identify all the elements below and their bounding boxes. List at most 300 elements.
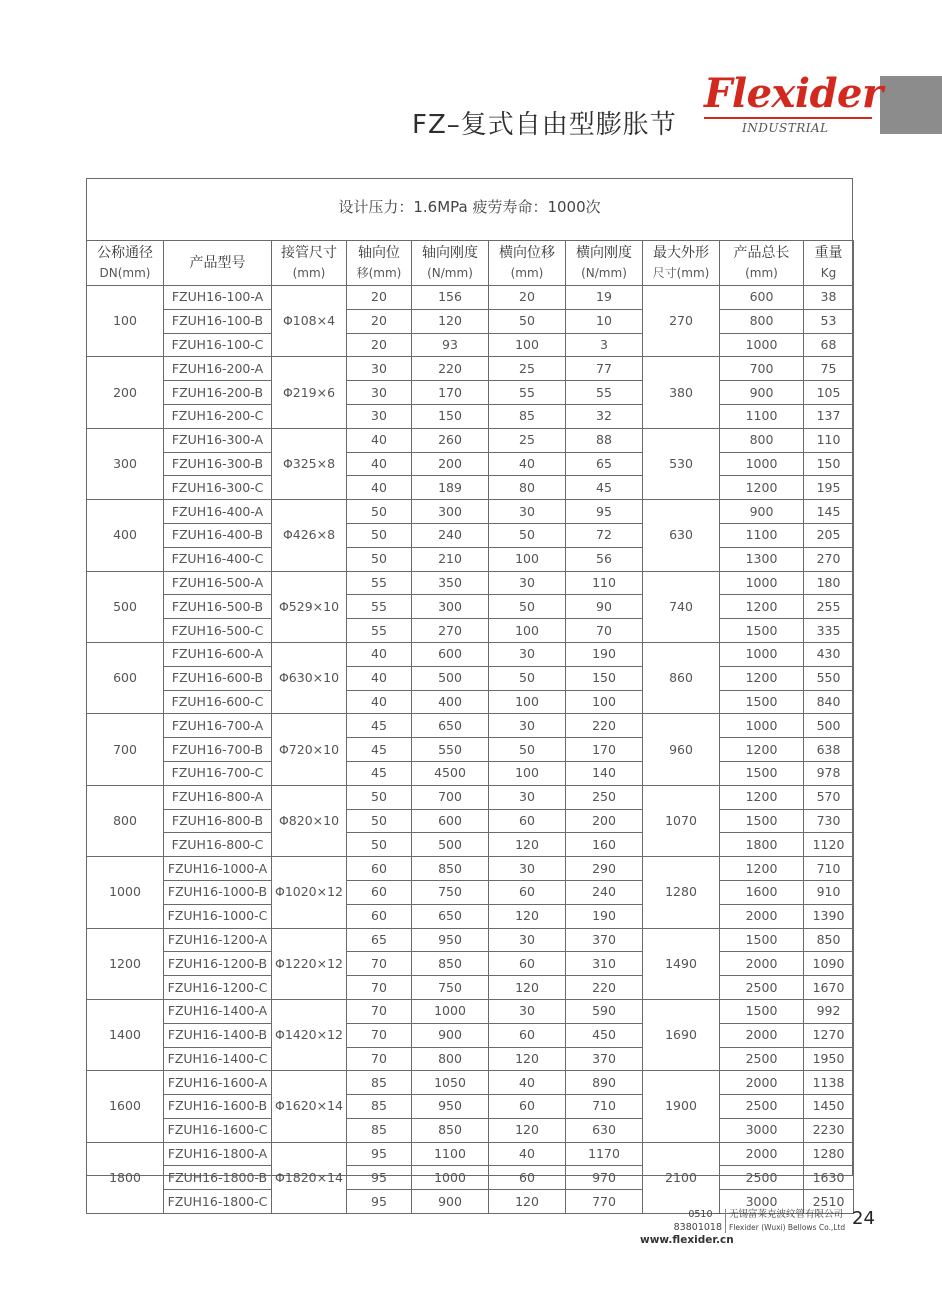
total-length-cell: 1600 — [720, 880, 804, 904]
axial-displacement-cell: 50 — [347, 785, 412, 809]
lateral-stiffness-cell: 590 — [566, 999, 643, 1023]
lateral-displacement-cell: 100 — [489, 333, 566, 357]
lateral-displacement-cell: 85 — [489, 404, 566, 428]
lateral-stiffness-cell: 190 — [566, 904, 643, 928]
model-cell: FZUH16-500-C — [164, 619, 272, 643]
axial-displacement-cell: 30 — [347, 404, 412, 428]
weight-cell: 1270 — [804, 1023, 854, 1047]
total-length-cell: 1500 — [720, 619, 804, 643]
weight-cell: 850 — [804, 928, 854, 952]
table-row — [87, 785, 854, 809]
dn-cell: 1800 — [87, 1142, 164, 1213]
pipe-size-cell: Φ1220×12 — [272, 928, 347, 999]
axial-stiffness-cell: 850 — [412, 857, 489, 881]
weight-cell: 38 — [804, 286, 854, 310]
model-cell: FZUH16-100-A — [164, 286, 272, 310]
lateral-displacement-cell: 30 — [489, 999, 566, 1023]
pipe-size-cell: Φ630×10 — [272, 642, 347, 713]
axial-stiffness-cell: 200 — [412, 452, 489, 476]
dn-cell: 300 — [87, 428, 164, 499]
axial-displacement-cell: 60 — [347, 904, 412, 928]
column-header — [643, 241, 720, 286]
table-row — [87, 500, 854, 524]
table-row — [87, 1095, 854, 1119]
axial-displacement-cell: 85 — [347, 1071, 412, 1095]
flexider-logo — [704, 70, 883, 136]
weight-cell: 570 — [804, 785, 854, 809]
table-row — [87, 714, 854, 738]
axial-displacement-cell: 50 — [347, 809, 412, 833]
axial-displacement-cell: 85 — [347, 1118, 412, 1142]
axial-stiffness-cell: 210 — [412, 547, 489, 571]
axial-displacement-cell: 50 — [347, 833, 412, 857]
dn-cell: 700 — [87, 714, 164, 785]
column-header — [164, 241, 272, 286]
axial-stiffness-cell: 350 — [412, 571, 489, 595]
max-outer-size-cell: 960 — [643, 714, 720, 785]
weight-cell: 105 — [804, 381, 854, 405]
model-cell: FZUH16-200-A — [164, 357, 272, 381]
column-header-label: 接管尺寸 — [281, 245, 337, 261]
axial-displacement-cell: 95 — [347, 1142, 412, 1166]
total-length-cell: 2000 — [720, 952, 804, 976]
axial-displacement-cell: 20 — [347, 286, 412, 310]
table-row — [87, 857, 854, 881]
lateral-stiffness-cell: 55 — [566, 381, 643, 405]
lateral-stiffness-cell: 770 — [566, 1190, 643, 1214]
total-length-cell: 1000 — [720, 452, 804, 476]
max-outer-size-cell: 740 — [643, 571, 720, 642]
total-length-cell: 700 — [720, 357, 804, 381]
axial-stiffness-cell: 750 — [412, 880, 489, 904]
axial-displacement-cell: 20 — [347, 309, 412, 333]
lateral-displacement-cell: 100 — [489, 761, 566, 785]
dn-cell: 600 — [87, 642, 164, 713]
lateral-stiffness-cell: 32 — [566, 404, 643, 428]
lateral-displacement-cell: 100 — [489, 619, 566, 643]
axial-stiffness-cell: 600 — [412, 642, 489, 666]
column-header-label: 轴向位 — [358, 245, 400, 261]
model-cell: FZUH16-100-B — [164, 309, 272, 333]
model-cell: FZUH16-300-B — [164, 452, 272, 476]
axial-stiffness-cell: 850 — [412, 1118, 489, 1142]
table-row — [87, 452, 854, 476]
total-length-cell: 1200 — [720, 857, 804, 881]
model-cell: FZUH16-600-A — [164, 642, 272, 666]
model-cell: FZUH16-1000-B — [164, 880, 272, 904]
weight-cell: 500 — [804, 714, 854, 738]
table-row — [87, 690, 854, 714]
table-row — [87, 523, 854, 547]
table-row — [87, 761, 854, 785]
axial-displacement-cell: 45 — [347, 714, 412, 738]
lateral-stiffness-cell: 45 — [566, 476, 643, 500]
model-cell: FZUH16-1800-C — [164, 1190, 272, 1214]
lateral-displacement-cell: 30 — [489, 928, 566, 952]
axial-stiffness-cell: 900 — [412, 1023, 489, 1047]
axial-displacement-cell: 65 — [347, 928, 412, 952]
lateral-displacement-cell: 60 — [489, 1095, 566, 1119]
total-length-cell: 1300 — [720, 547, 804, 571]
total-length-cell: 2500 — [720, 1095, 804, 1119]
axial-displacement-cell: 30 — [347, 381, 412, 405]
total-length-cell: 1100 — [720, 404, 804, 428]
table-row — [87, 571, 854, 595]
weight-cell: 840 — [804, 690, 854, 714]
axial-displacement-cell: 95 — [347, 1166, 412, 1190]
model-cell: FZUH16-600-C — [164, 690, 272, 714]
lateral-stiffness-cell: 70 — [566, 619, 643, 643]
table-row — [87, 476, 854, 500]
max-outer-size-cell: 380 — [643, 357, 720, 428]
weight-cell: 550 — [804, 666, 854, 690]
axial-displacement-cell: 50 — [347, 547, 412, 571]
weight-cell: 180 — [804, 571, 854, 595]
lateral-displacement-cell: 120 — [489, 833, 566, 857]
weight-cell: 1390 — [804, 904, 854, 928]
total-length-cell: 1000 — [720, 714, 804, 738]
axial-displacement-cell: 40 — [347, 666, 412, 690]
lateral-displacement-cell: 100 — [489, 547, 566, 571]
table-row — [87, 976, 854, 1000]
total-length-cell: 1200 — [720, 785, 804, 809]
axial-stiffness-cell: 400 — [412, 690, 489, 714]
table-row — [87, 642, 854, 666]
model-cell: FZUH16-300-C — [164, 476, 272, 500]
table-row — [87, 952, 854, 976]
axial-stiffness-cell: 156 — [412, 286, 489, 310]
axial-stiffness-cell: 240 — [412, 523, 489, 547]
axial-stiffness-cell: 950 — [412, 1095, 489, 1119]
model-cell: FZUH16-1000-C — [164, 904, 272, 928]
table-row — [87, 928, 854, 952]
table-row — [87, 619, 854, 643]
lateral-displacement-cell: 60 — [489, 952, 566, 976]
axial-stiffness-cell: 1000 — [412, 999, 489, 1023]
total-length-cell: 1500 — [720, 809, 804, 833]
column-header — [720, 241, 804, 286]
total-length-cell: 1500 — [720, 761, 804, 785]
weight-cell: 430 — [804, 642, 854, 666]
logo-subtitle: INDUSTRIAL — [742, 121, 829, 135]
column-header — [87, 241, 164, 286]
lateral-stiffness-cell: 110 — [566, 571, 643, 595]
lateral-stiffness-cell: 450 — [566, 1023, 643, 1047]
lateral-stiffness-cell: 200 — [566, 809, 643, 833]
weight-cell: 205 — [804, 523, 854, 547]
axial-stiffness-cell: 850 — [412, 952, 489, 976]
column-header-label: 产品型号 — [189, 255, 246, 271]
dn-cell: 200 — [87, 357, 164, 428]
pipe-size-cell: Φ1820×14 — [272, 1142, 347, 1213]
model-cell: FZUH16-700-C — [164, 761, 272, 785]
max-outer-size-cell: 630 — [643, 500, 720, 571]
model-cell: FZUH16-700-A — [164, 714, 272, 738]
model-cell: FZUH16-1800-B — [164, 1166, 272, 1190]
model-cell: FZUH16-400-A — [164, 500, 272, 524]
max-outer-size-cell: 1690 — [643, 999, 720, 1070]
lateral-stiffness-cell: 190 — [566, 642, 643, 666]
weight-cell: 53 — [804, 309, 854, 333]
column-header — [489, 241, 566, 286]
total-length-cell: 800 — [720, 428, 804, 452]
column-header — [804, 241, 854, 286]
spec-line: 设计压力：1.6MPa 疲劳寿命：1000次 — [338, 198, 601, 216]
table-row — [87, 286, 854, 310]
logo-wordmark: Flexider — [704, 70, 883, 117]
weight-cell: 110 — [804, 428, 854, 452]
axial-displacement-cell: 60 — [347, 857, 412, 881]
axial-stiffness-cell: 950 — [412, 928, 489, 952]
table-row — [87, 666, 854, 690]
axial-displacement-cell: 95 — [347, 1190, 412, 1214]
lateral-displacement-cell: 60 — [489, 1166, 566, 1190]
column-header-unit: (mm) — [510, 266, 544, 280]
lateral-stiffness-cell: 290 — [566, 857, 643, 881]
total-length-cell: 1200 — [720, 595, 804, 619]
total-length-cell: 1800 — [720, 833, 804, 857]
column-header — [272, 241, 347, 286]
max-outer-size-cell: 270 — [643, 286, 720, 357]
pipe-size-cell: Φ426×8 — [272, 500, 347, 571]
lateral-displacement-cell: 30 — [489, 785, 566, 809]
axial-stiffness-cell: 550 — [412, 738, 489, 762]
table-row — [87, 1142, 854, 1166]
lateral-displacement-cell: 30 — [489, 642, 566, 666]
lateral-displacement-cell: 40 — [489, 452, 566, 476]
lateral-stiffness-cell: 19 — [566, 286, 643, 310]
lateral-displacement-cell: 120 — [489, 904, 566, 928]
lateral-stiffness-cell: 150 — [566, 666, 643, 690]
total-length-cell: 2500 — [720, 976, 804, 1000]
lateral-stiffness-cell: 710 — [566, 1095, 643, 1119]
lateral-stiffness-cell: 220 — [566, 714, 643, 738]
lateral-displacement-cell: 30 — [489, 714, 566, 738]
total-length-cell: 1000 — [720, 642, 804, 666]
axial-stiffness-cell: 300 — [412, 595, 489, 619]
column-header-label: 产品总长 — [733, 245, 790, 261]
model-cell: FZUH16-500-B — [164, 595, 272, 619]
axial-displacement-cell: 70 — [347, 999, 412, 1023]
dn-cell: 400 — [87, 500, 164, 571]
axial-displacement-cell: 40 — [347, 476, 412, 500]
footer-website[interactable]: www.flexider.cn — [640, 1234, 734, 1246]
lateral-stiffness-cell: 160 — [566, 833, 643, 857]
axial-displacement-cell: 55 — [347, 619, 412, 643]
total-length-cell: 2000 — [720, 1142, 804, 1166]
total-length-cell: 1000 — [720, 571, 804, 595]
footer-phone: 0510－83801018 — [673, 1209, 722, 1233]
axial-displacement-cell: 50 — [347, 523, 412, 547]
model-cell: FZUH16-1800-A — [164, 1142, 272, 1166]
total-length-cell: 1500 — [720, 999, 804, 1023]
axial-stiffness-cell: 120 — [412, 309, 489, 333]
lateral-displacement-cell: 40 — [489, 1071, 566, 1095]
pipe-size-cell: Φ108×4 — [272, 286, 347, 357]
page-tab-marker — [880, 76, 942, 134]
column-header-label: 最大外形 — [653, 245, 709, 261]
axial-stiffness-cell: 170 — [412, 381, 489, 405]
pipe-size-cell: Φ325×8 — [272, 428, 347, 499]
axial-stiffness-cell: 220 — [412, 357, 489, 381]
weight-cell: 710 — [804, 857, 854, 881]
model-cell: FZUH16-800-A — [164, 785, 272, 809]
lateral-stiffness-cell: 88 — [566, 428, 643, 452]
max-outer-size-cell: 1280 — [643, 857, 720, 928]
column-header-unit: (N/mm) — [581, 266, 627, 280]
total-length-cell: 600 — [720, 286, 804, 310]
weight-cell: 68 — [804, 333, 854, 357]
lateral-displacement-cell: 100 — [489, 690, 566, 714]
total-length-cell: 2000 — [720, 904, 804, 928]
axial-displacement-cell: 50 — [347, 500, 412, 524]
axial-stiffness-cell: 1050 — [412, 1071, 489, 1095]
column-header-unit: 移(mm) — [356, 266, 402, 280]
model-cell: FZUH16-1000-A — [164, 857, 272, 881]
weight-cell: 255 — [804, 595, 854, 619]
model-cell: FZUH16-200-C — [164, 404, 272, 428]
table-row — [87, 428, 854, 452]
column-header — [347, 241, 412, 286]
lateral-displacement-cell: 30 — [489, 500, 566, 524]
column-header-unit: DN(mm) — [99, 266, 151, 280]
lateral-stiffness-cell: 95 — [566, 500, 643, 524]
pipe-size-cell: Φ1420×12 — [272, 999, 347, 1070]
axial-stiffness-cell: 150 — [412, 404, 489, 428]
table-row — [87, 357, 854, 381]
model-cell: FZUH16-1400-C — [164, 1047, 272, 1071]
total-length-cell: 900 — [720, 381, 804, 405]
model-cell: FZUH16-300-A — [164, 428, 272, 452]
lateral-displacement-cell: 120 — [489, 1118, 566, 1142]
axial-displacement-cell: 40 — [347, 642, 412, 666]
lateral-stiffness-cell: 370 — [566, 1047, 643, 1071]
axial-stiffness-cell: 900 — [412, 1190, 489, 1214]
lateral-stiffness-cell: 65 — [566, 452, 643, 476]
pipe-size-cell: Φ720×10 — [272, 714, 347, 785]
total-length-cell: 2500 — [720, 1166, 804, 1190]
total-length-cell: 3000 — [720, 1190, 804, 1214]
lateral-stiffness-cell: 1170 — [566, 1142, 643, 1166]
table-row — [87, 904, 854, 928]
logo-underline — [704, 117, 872, 119]
weight-cell: 2230 — [804, 1118, 854, 1142]
footer-company-en: Flexider (Wuxi) Bellows Co.,Ltd — [729, 1223, 846, 1232]
weight-cell: 910 — [804, 880, 854, 904]
table-row — [87, 1047, 854, 1071]
weight-cell: 270 — [804, 547, 854, 571]
lateral-stiffness-cell: 970 — [566, 1166, 643, 1190]
lateral-displacement-cell: 50 — [489, 595, 566, 619]
lateral-displacement-cell: 55 — [489, 381, 566, 405]
table-row — [87, 738, 854, 762]
total-length-cell: 1200 — [720, 476, 804, 500]
pipe-size-cell: Φ1620×14 — [272, 1071, 347, 1142]
total-length-cell: 2000 — [720, 1071, 804, 1095]
axial-displacement-cell: 30 — [347, 357, 412, 381]
weight-cell: 195 — [804, 476, 854, 500]
weight-cell: 137 — [804, 404, 854, 428]
column-header-unit: (mm) — [745, 266, 778, 280]
axial-displacement-cell: 20 — [347, 333, 412, 357]
weight-cell: 1120 — [804, 833, 854, 857]
column-header — [566, 241, 643, 286]
max-outer-size-cell: 1900 — [643, 1071, 720, 1142]
lateral-displacement-cell: 60 — [489, 880, 566, 904]
column-header-label: 轴向刚度 — [422, 245, 478, 261]
weight-cell: 638 — [804, 738, 854, 762]
table-row — [87, 1023, 854, 1047]
dn-cell: 800 — [87, 785, 164, 856]
weight-cell: 1138 — [804, 1071, 854, 1095]
lateral-displacement-cell: 25 — [489, 357, 566, 381]
model-cell: FZUH16-1400-A — [164, 999, 272, 1023]
footer-contact — [640, 1208, 734, 1247]
pipe-size-cell: Φ820×10 — [272, 785, 347, 856]
model-cell: FZUH16-400-C — [164, 547, 272, 571]
table-row — [87, 833, 854, 857]
footer-divider — [725, 1209, 726, 1233]
model-cell: FZUH16-600-B — [164, 666, 272, 690]
axial-stiffness-cell: 270 — [412, 619, 489, 643]
axial-stiffness-cell: 1100 — [412, 1142, 489, 1166]
model-cell: FZUH16-200-B — [164, 381, 272, 405]
weight-cell: 1450 — [804, 1095, 854, 1119]
lateral-stiffness-cell: 72 — [566, 523, 643, 547]
lateral-stiffness-cell: 890 — [566, 1071, 643, 1095]
max-outer-size-cell: 2100 — [643, 1142, 720, 1213]
lateral-displacement-cell: 120 — [489, 1190, 566, 1214]
table-row — [87, 404, 854, 428]
total-length-cell: 1000 — [720, 333, 804, 357]
pipe-size-cell: Φ1020×12 — [272, 857, 347, 928]
lateral-stiffness-cell: 77 — [566, 357, 643, 381]
weight-cell: 1670 — [804, 976, 854, 1000]
model-cell: FZUH16-1600-C — [164, 1118, 272, 1142]
axial-stiffness-cell: 4500 — [412, 761, 489, 785]
lateral-stiffness-cell: 10 — [566, 309, 643, 333]
column-header-unit: (N/mm) — [427, 266, 473, 280]
pipe-size-cell: Φ219×6 — [272, 357, 347, 428]
specs-table — [86, 240, 854, 1214]
max-outer-size-cell: 530 — [643, 428, 720, 499]
column-header — [412, 241, 489, 286]
table-row — [87, 1166, 854, 1190]
lateral-stiffness-cell: 310 — [566, 952, 643, 976]
axial-displacement-cell: 55 — [347, 571, 412, 595]
axial-displacement-cell: 40 — [347, 690, 412, 714]
table-body — [87, 286, 854, 1214]
axial-displacement-cell: 85 — [347, 1095, 412, 1119]
weight-cell: 992 — [804, 999, 854, 1023]
axial-displacement-cell: 70 — [347, 1047, 412, 1071]
table-header-row — [87, 241, 854, 286]
axial-stiffness-cell: 650 — [412, 904, 489, 928]
column-header-label: 横向位移 — [499, 245, 555, 261]
total-length-cell: 1200 — [720, 738, 804, 762]
table-row — [87, 381, 854, 405]
lateral-displacement-cell: 50 — [489, 738, 566, 762]
max-outer-size-cell: 1070 — [643, 785, 720, 856]
axial-stiffness-cell: 600 — [412, 809, 489, 833]
dn-cell: 500 — [87, 571, 164, 642]
column-header-unit: (mm) — [292, 266, 326, 280]
total-length-cell: 1500 — [720, 928, 804, 952]
model-cell: FZUH16-1600-B — [164, 1095, 272, 1119]
model-cell: FZUH16-1200-A — [164, 928, 272, 952]
page-title: FZ–复式自由型膨胀节 — [412, 110, 677, 140]
axial-stiffness-cell: 1000 — [412, 1166, 489, 1190]
